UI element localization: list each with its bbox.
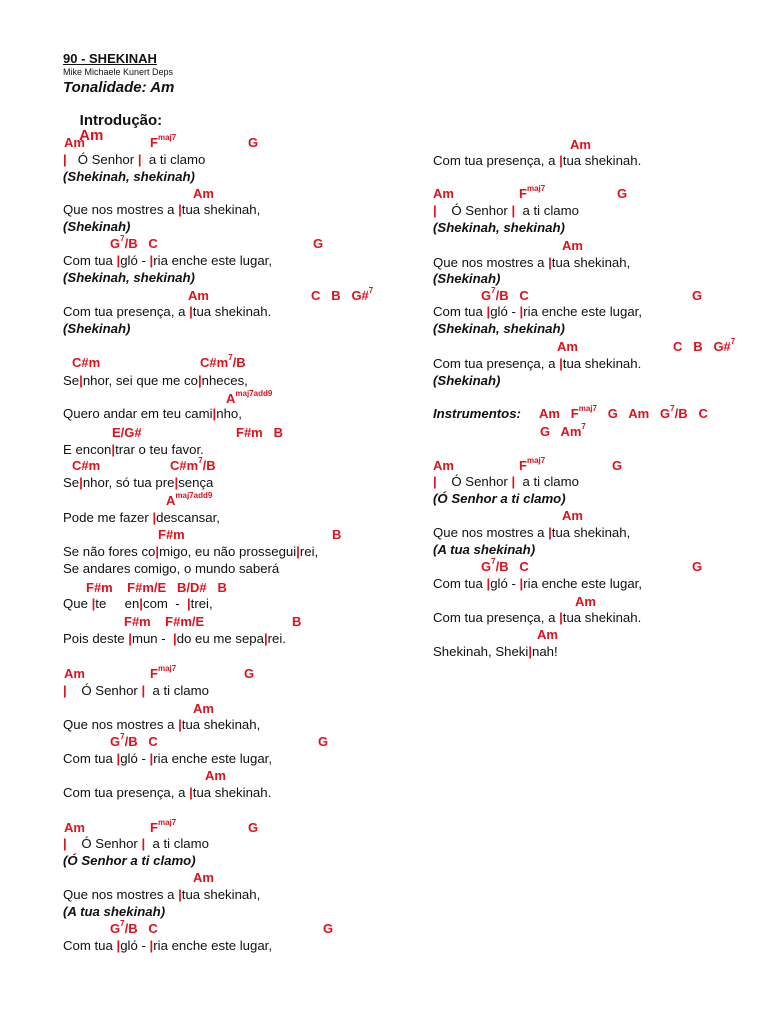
chord-line: $F^{maj7}$ bbox=[150, 664, 177, 681]
lyric-line: E encon|trar o teu favor. bbox=[63, 442, 204, 457]
lyric-line: | Ó Senhor | a ti clamo bbox=[63, 152, 206, 167]
lyric-line: Quero andar em teu cami|nho, bbox=[63, 406, 242, 421]
lyric-line: Pois deste |mun - |do eu me sepa|rei. bbox=[63, 631, 286, 646]
lyric-line: Que |te en|com - |trei, bbox=[63, 596, 213, 611]
chord-line: $G^7/B$ C bbox=[110, 732, 158, 749]
intro-chord: Am bbox=[79, 127, 104, 144]
chord-line: $G^7/B$ C bbox=[481, 286, 529, 303]
chord-line: Am bbox=[537, 627, 558, 642]
chord-line: F#m F#m/E bbox=[124, 614, 205, 629]
chord-line: $C\#m^7/B$ bbox=[200, 353, 246, 370]
chord-line: Am $F^{maj7}$ G Am $G^7/B$ C bbox=[539, 404, 708, 421]
lyric-line: Com tua presença, a |tua shekinah. bbox=[433, 610, 642, 625]
intro-label: Introdução: bbox=[79, 112, 163, 129]
response-line: (Shekinah) bbox=[433, 271, 501, 286]
chord-line: G bbox=[248, 135, 259, 150]
lyric-line: Se|nhor, sei que me co|nheces, bbox=[63, 373, 248, 388]
lyric-line: | Ó Senhor | a ti clamo bbox=[63, 683, 209, 698]
lyric-line: Que nos mostres a |tua shekinah, bbox=[433, 255, 631, 270]
chord-line: Am bbox=[64, 135, 85, 150]
chord-line: G bbox=[612, 458, 623, 473]
lyric-line: | Ó Senhor | a ti clamo bbox=[63, 836, 209, 851]
lyric-line: Se andares comigo, o mundo saberá bbox=[63, 561, 280, 576]
lyric-line: | Ó Senhor | a ti clamo bbox=[433, 474, 579, 489]
chord-line: $F^{maj7}$ bbox=[519, 184, 546, 201]
chord-line: G bbox=[318, 734, 329, 749]
response-line: (Shekinah, shekinah) bbox=[433, 321, 565, 336]
lyric-line: Shekinah, Sheki|nah! bbox=[433, 644, 558, 659]
response-line: (Shekinah) bbox=[63, 321, 131, 336]
chord-line: G bbox=[313, 236, 324, 251]
song-key: Tonalidade: Am bbox=[63, 79, 175, 96]
response-line: (A tua shekinah) bbox=[63, 904, 166, 919]
chord-line: C#m bbox=[72, 458, 101, 473]
chord-line: $A^{maj7add9}$ bbox=[166, 491, 213, 508]
chord-line: F#m bbox=[158, 527, 185, 542]
song-author: Mike Michaele Kunert Deps bbox=[63, 67, 174, 77]
chord-line: Am bbox=[193, 186, 214, 201]
response-line: (Ó Senhor a ti clamo) bbox=[63, 853, 196, 868]
lyric-line: Que nos mostres a |tua shekinah, bbox=[63, 202, 261, 217]
chord-line: Am bbox=[64, 666, 85, 681]
chord-line: $C\#m^7/B$ bbox=[170, 456, 216, 473]
chord-line: $A^{maj7add9}$ bbox=[226, 389, 273, 406]
lyric-line: Com tua |gló - |ria enche este lugar, bbox=[63, 253, 273, 268]
lyric-line: Se|nhor, só tua pre|sença bbox=[63, 475, 214, 490]
chord-line: Am bbox=[433, 186, 454, 201]
lyric-line: Com tua |gló - |ria enche este lugar, bbox=[433, 304, 643, 319]
chord-line: Am bbox=[575, 594, 596, 609]
chord-line: F#m B bbox=[236, 425, 283, 440]
lyric-line: Com tua presença, a |tua shekinah. bbox=[63, 304, 272, 319]
chord-line: C B G#$^7$ bbox=[673, 337, 736, 354]
response-line: (Shekinah) bbox=[63, 219, 131, 234]
chord-line: G Am$^7$ bbox=[540, 422, 586, 439]
response-line: (Ó Senhor a ti clamo) bbox=[433, 491, 566, 506]
chord-line: G bbox=[323, 921, 334, 936]
response-line: (Shekinah, shekinah) bbox=[63, 270, 195, 285]
chord-line: $G^7/B$ C bbox=[110, 234, 158, 251]
chord-line: G bbox=[248, 820, 259, 835]
chord-line: Am bbox=[557, 339, 578, 354]
lyric-line: Com tua presença, a |tua shekinah. bbox=[433, 356, 642, 371]
chord-line: F#m F#m/E B/D# B bbox=[86, 580, 227, 595]
chord-line: B bbox=[292, 614, 302, 629]
lyric-line: Com tua |gló - |ria enche este lugar, bbox=[433, 576, 643, 591]
song-title: 90 - SHEKINAH bbox=[63, 51, 157, 66]
chord-line: $F^{maj7}$ bbox=[519, 456, 546, 473]
lyric-line: Que nos mostres a |tua shekinah, bbox=[433, 525, 631, 540]
chord-line: $G^7/B$ C bbox=[481, 557, 529, 574]
chord-line: G bbox=[244, 666, 255, 681]
response-line: (Shekinah) bbox=[433, 373, 501, 388]
chord-line: G bbox=[617, 186, 628, 201]
chord-line: G bbox=[692, 288, 703, 303]
lyric-line: Com tua |gló - |ria enche este lugar, bbox=[63, 751, 273, 766]
lyric-line: Com tua |gló - |ria enche este lugar, bbox=[63, 938, 273, 953]
chord-line: Am bbox=[193, 870, 214, 885]
chord-line: Am bbox=[562, 508, 583, 523]
chord-line: $F^{maj7}$ bbox=[150, 133, 177, 150]
chord-line: $F^{maj7}$ bbox=[150, 818, 177, 835]
lyric-line: Pode me fazer |descansar, bbox=[63, 510, 220, 525]
instruments-label: Instrumentos: bbox=[433, 406, 521, 421]
response-line: (A tua shekinah) bbox=[433, 542, 536, 557]
lyric-line: Com tua presença, a |tua shekinah. bbox=[433, 153, 642, 168]
chord-line: $G^7/B$ C bbox=[110, 919, 158, 936]
lyric-line: Que nos mostres a |tua shekinah, bbox=[63, 887, 261, 902]
chord-line: Am bbox=[188, 288, 209, 303]
lyric-line: Que nos mostres a |tua shekinah, bbox=[63, 717, 261, 732]
chord-line: E/G# bbox=[112, 425, 142, 440]
chord-line: G bbox=[692, 559, 703, 574]
chord-line: Am bbox=[193, 701, 214, 716]
chord-line: B bbox=[332, 527, 342, 542]
lyric-line: Se não fores co|migo, eu não prossegui|rei, bbox=[63, 544, 319, 559]
chord-line: Am bbox=[433, 458, 454, 473]
chord-line: C B G#$^7$ bbox=[311, 286, 374, 303]
lyric-line: Com tua presença, a |tua shekinah. bbox=[63, 785, 272, 800]
response-line: (Shekinah, shekinah) bbox=[433, 220, 565, 235]
chord-line: Am bbox=[570, 137, 591, 152]
chord-line: Am bbox=[205, 768, 226, 783]
chord-line: C#m bbox=[72, 355, 101, 370]
lyric-line: | Ó Senhor | a ti clamo bbox=[433, 203, 579, 218]
chord-line: Am bbox=[64, 820, 85, 835]
response-line: (Shekinah, shekinah) bbox=[63, 169, 195, 184]
chord-line: Am bbox=[562, 238, 583, 253]
